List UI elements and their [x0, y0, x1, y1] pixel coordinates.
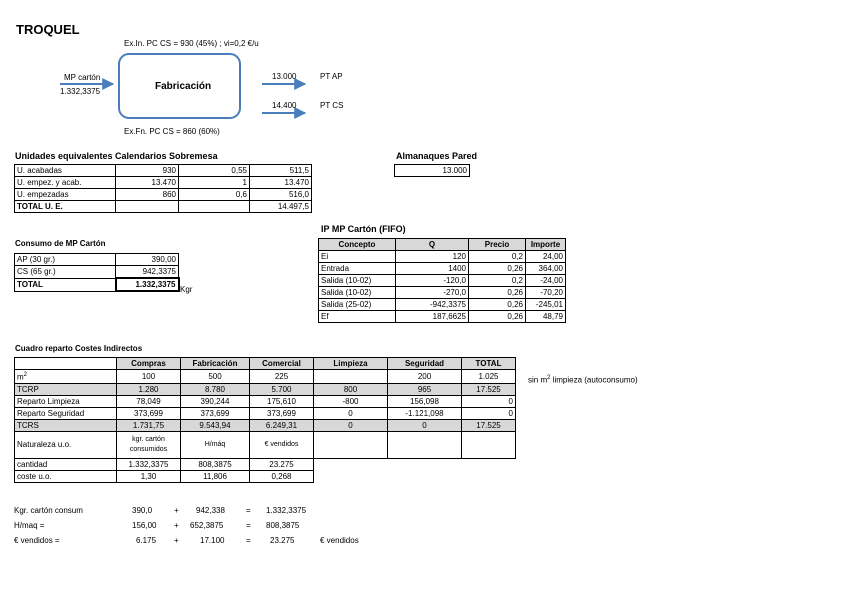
consumo-label: AP (30 gr.) [15, 254, 116, 266]
ue-label: U. empezadas [15, 189, 116, 201]
table-row [15, 278, 179, 291]
table-row: Reparto Seguridad 373,699 373,699 373,699 0 -1.121,098 0 [15, 407, 516, 419]
table-row [15, 266, 179, 279]
table-row: Naturaleza u.o. kgr. cartón consumidos H/máq € vendidos [15, 431, 516, 458]
ip-header: Importe [526, 239, 566, 251]
ex-in-note: Ex.In. PC CS = 930 (45%) ; vi=0,2 €/u [124, 39, 259, 48]
ue-cell: 0,55 [179, 165, 250, 177]
ue-cell: 1 [179, 177, 250, 189]
table-row: Reparto Limpieza 78,049 390,244 175,610 -800 156,098 0 [15, 395, 516, 407]
process-label: Fabricación [155, 81, 212, 92]
consumo-total: 1.332,3375 [116, 278, 179, 291]
out1-value: 13.000 [272, 72, 297, 81]
table-row: Salida (10-02) -270,0 0,26 -70,20 [319, 287, 566, 299]
cuadro-header: Comercial [250, 358, 314, 370]
ip-table [318, 238, 566, 323]
m2-note: $\sin m^2$ limpieza (autoconsumo) [528, 375, 638, 385]
table-header-row [15, 358, 516, 370]
page-title: TROQUEL [16, 22, 80, 37]
almanaques-title: Almanaques Pared [396, 151, 478, 161]
ue-cell: 860 [116, 189, 179, 201]
consumo-label: CS (65 gr.) [15, 266, 116, 279]
m2-label: $m^2$ [15, 370, 117, 384]
ue-cell: 14.497,5 [250, 201, 312, 213]
ue-cell: 516,0 [250, 189, 312, 201]
cuadro-title: Cuadro reparto Costes Indirectos [15, 344, 143, 353]
consumo-label: TOTAL [15, 278, 116, 291]
almanaques-value: 13.000 [395, 165, 470, 177]
table-row: Salida (25-02) -942,3375 0,26 -245,01 [319, 299, 566, 311]
consumo-table [14, 253, 180, 292]
table-row: TCRP 1.280 8.780 5.700 800 965 17.525 [15, 383, 516, 395]
ue-cell: 930 [116, 165, 179, 177]
cuadro-header: TOTAL [462, 358, 516, 370]
ue-label: U. acabadas [15, 165, 116, 177]
table-header-row [319, 239, 566, 251]
out2-value: 14.400 [272, 101, 297, 110]
ue-cell [179, 201, 250, 213]
flow-diagram [0, 0, 848, 160]
out1-label: PT AP [320, 72, 343, 81]
consumo-cell: 942,3375 [116, 266, 179, 279]
ue-label: U. empez. y acab. [15, 177, 116, 189]
ip-header: Precio [469, 239, 526, 251]
ue-cell: 511,5 [250, 165, 312, 177]
table-row [15, 189, 312, 201]
cuadro-table [14, 357, 516, 483]
table-row [15, 165, 312, 177]
out2-label: PT CS [320, 101, 344, 110]
cuadro-header: Fabricación [181, 358, 250, 370]
ue-table [14, 164, 312, 213]
table-row: TCRS 1.731,75 9.543,94 6.249,31 0 0 17.525 [15, 419, 516, 431]
ue-label: TOTAL U. E. [15, 201, 116, 213]
table-row [15, 254, 179, 266]
cuadro-header: Limpieza [314, 358, 388, 370]
ue-cell: 0,6 [179, 189, 250, 201]
table-row: coste u.o. 1,30 11,806 0,268 [15, 470, 516, 482]
table-row: Ef 187,6625 0,26 48,79 [319, 311, 566, 323]
table-row [15, 201, 312, 213]
almanaques-table [394, 164, 470, 177]
table-row: $m^2$ 100 500 225 200 1.025 [15, 370, 516, 384]
ue-cell: 13.470 [116, 177, 179, 189]
ue-title: Unidades equivalentes Calendarios Sobremesa [15, 151, 218, 161]
consumo-unit: Kgr [180, 285, 193, 294]
table-row: Ei 120 0,2 24,00 [319, 251, 566, 263]
consumo-title: Consumo de MP Cartón [15, 239, 106, 248]
table-row: cantidad 1.332,3375 808,3875 23.275 [15, 458, 516, 470]
consumo-cell: 390,00 [116, 254, 179, 266]
ip-title: IP MP Cartón (FIFO) [321, 224, 406, 234]
table-row [15, 177, 312, 189]
mp-value: 1.332,3375 [60, 87, 101, 96]
ex-fn-note: Ex.Fn. PC CS = 860 (60%) [124, 127, 220, 136]
cuadro-header: Compras [117, 358, 181, 370]
table-row: Salida (10-02) -120,0 0,2 -24,00 [319, 275, 566, 287]
ue-cell: 13.470 [250, 177, 312, 189]
table-row: Entrada 1400 0,26 364,00 [319, 263, 566, 275]
ip-header: Concepto [319, 239, 396, 251]
ue-cell [116, 201, 179, 213]
ip-header: Q [396, 239, 469, 251]
mp-label: MP cartón [64, 73, 101, 82]
cuadro-header: Seguridad [388, 358, 462, 370]
